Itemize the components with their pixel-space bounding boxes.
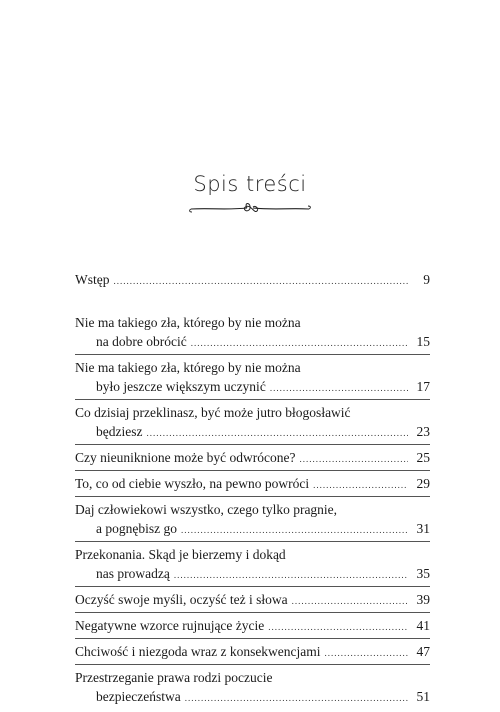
toc-page-number: 41	[416, 618, 430, 633]
toc-entry	[75, 358, 430, 400]
toc-entry	[75, 616, 430, 639]
toc-entry	[75, 313, 430, 355]
toc-page-number: 51	[416, 689, 430, 704]
page-title: Spis treści	[193, 172, 307, 196]
toc-page-number: 17	[416, 379, 430, 394]
toc-page-number: 35	[416, 566, 430, 581]
dot-leader	[270, 379, 408, 398]
dot-leader	[191, 334, 408, 353]
toc-entry-title: To, co od ciebie wyszło, na pewno powróci	[75, 476, 310, 491]
toc-entry-title: Negatywne wzorce rujnujące życie	[75, 618, 265, 633]
toc-entry-title-line: Przestrzeganie prawa rodzi poczucie	[75, 670, 273, 685]
dot-leader	[325, 644, 408, 663]
toc-entry-leader-line	[75, 332, 430, 353]
toc-entry-leader-line	[75, 642, 430, 663]
dot-leader	[114, 272, 409, 291]
toc-entry	[75, 448, 430, 471]
toc-entry	[75, 642, 430, 665]
dot-leader	[185, 689, 408, 708]
toc-page-number: 29	[416, 476, 430, 491]
dot-leader	[146, 424, 408, 443]
toc-entry-leader-line	[75, 687, 430, 708]
toc-entry	[75, 474, 430, 497]
toc-entry-leader-line	[75, 474, 430, 495]
dot-leader	[181, 521, 408, 540]
table-of-contents	[75, 270, 430, 712]
toc-entry-leader-line	[75, 448, 430, 469]
dot-leader	[299, 450, 408, 469]
toc-page-number: 25	[416, 450, 430, 465]
toc-page-number: 39	[416, 592, 430, 607]
toc-entry-leader-line	[75, 270, 430, 291]
toc-entry-leader-line	[75, 590, 430, 611]
toc-entry-title: bezpieczeństwa	[96, 689, 181, 704]
toc-entry-title-line: Co dzisiaj przeklinasz, być może jutro błogosławić	[75, 405, 351, 420]
toc-entry	[75, 403, 430, 445]
dot-leader	[292, 592, 408, 611]
toc-entry-title: a pognębisz go	[96, 521, 177, 536]
toc-entry-title: na dobre obrócić	[96, 334, 187, 349]
toc-page-number: 9	[423, 272, 430, 287]
toc-entry-leader-line	[75, 377, 430, 398]
ornament-divider-icon	[189, 201, 311, 215]
toc-entry	[75, 500, 430, 542]
toc-entry-leader-line	[75, 422, 430, 443]
dot-leader	[313, 476, 408, 495]
toc-entry-leader-line	[75, 519, 430, 540]
toc-entry-title-line: Nie ma takiego zła, którego by nie można	[75, 360, 301, 375]
toc-entry-leader-line	[75, 616, 430, 637]
dot-leader	[174, 566, 408, 585]
toc-entry	[75, 668, 430, 709]
toc-entry-title: nas prowadzą	[96, 566, 170, 581]
toc-entry-title-line: Przekonania. Skąd je bierzemy i dokąd	[75, 547, 286, 562]
toc-entry-leader-line	[75, 564, 430, 585]
toc-page-number: 15	[416, 334, 430, 349]
dot-leader	[268, 618, 408, 637]
toc-entry	[75, 270, 430, 291]
toc-entry-title: Oczyść swoje myśli, oczyść też i słowa	[75, 592, 288, 607]
toc-entry-title: będziesz	[96, 424, 143, 439]
toc-entry-title: Chciwość i niezgoda wraz z konsekwencjami	[75, 644, 321, 659]
toc-entry-title: było jeszcze większym uczynić	[96, 379, 266, 394]
toc-entry	[75, 545, 430, 587]
toc-entry-title-line: Daj człowiekowi wszystko, czego tylko pragnie,	[75, 502, 338, 517]
toc-page-number: 47	[416, 644, 430, 659]
toc-entry	[75, 590, 430, 613]
toc-entry-title: Wstęp	[75, 272, 110, 287]
toc-entry-title-line: Nie ma takiego zła, którego by nie można	[75, 315, 301, 330]
toc-page-number: 31	[416, 521, 430, 536]
toc-page-number: 23	[416, 424, 430, 439]
toc-entry-title: Czy nieuniknione może być odwrócone?	[75, 450, 296, 465]
